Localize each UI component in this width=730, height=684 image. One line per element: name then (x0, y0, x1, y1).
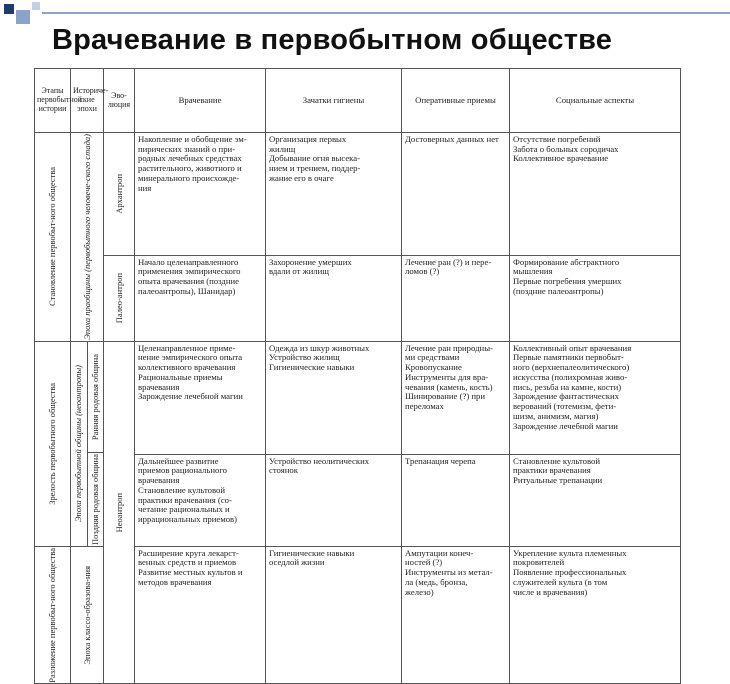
header-healing: Врачевание (135, 69, 266, 133)
cell-line: стоянок (269, 465, 298, 476)
era-late-clan-cell (87, 452, 103, 545)
cell-line: методов врачевания (138, 576, 212, 587)
cell-line: Инструменты из метал- (405, 567, 493, 578)
cell-line: Первые погребения умерших (513, 276, 622, 287)
cell-line: Захоронение умерших (269, 256, 352, 267)
cell-line: Развитие местных культов и (138, 567, 243, 578)
cell-line: служителей культа (в том (513, 576, 608, 587)
cell-line: оседлой жизни (269, 557, 325, 568)
cell-line: растительного, животного и (138, 163, 242, 174)
era-community: Эпоха первобытной общины (неоантропы) (73, 365, 84, 523)
cell-line: ного (верхнепалеолитического) (513, 362, 630, 373)
row1-social (510, 133, 681, 256)
row1-hygiene (266, 133, 402, 256)
cell-line: врачевания (138, 381, 180, 392)
header-operative: Оперативные приемы (402, 69, 510, 133)
era-class-formation: Эпоха классо-образова-ния (81, 565, 92, 665)
cell-line: Дальнейшее развитие (138, 455, 219, 466)
evo-paleoanthropes: Палео-антроп (113, 273, 124, 324)
cell-line: Появление профессиональных (513, 567, 627, 578)
cell-line: Коллективный опыт врачевания (513, 342, 632, 353)
cell-line: нием и трением, поддер- (269, 163, 361, 174)
cell-line: родных лечебных средствах (138, 153, 242, 164)
header-social: Социальные аспекты (510, 69, 681, 133)
row2-healing (135, 255, 266, 341)
row2-hygiene (266, 255, 402, 341)
era-community-cell (71, 342, 87, 546)
cell-line: Шинирование (?) при (405, 391, 486, 402)
cell-line: приемов рационального (138, 465, 228, 476)
cell-line: Первые памятники первобыт- (513, 352, 624, 363)
row2-social (510, 255, 681, 341)
cell-line: Трепанация черепа (405, 455, 476, 466)
header-evolution: Эво-люция (104, 69, 135, 133)
cell-line: покровителей (513, 557, 565, 568)
table-row (35, 133, 681, 256)
cell-line: Лечение ран природны- (405, 342, 493, 353)
cell-line: Зарождение лечебной магии (513, 420, 618, 431)
cell-line: верований (тотемизм, фети- (513, 401, 617, 412)
cell-line: Начало целенаправленного (138, 256, 239, 267)
cell-line: Коллективное врачевание (513, 153, 609, 164)
row3-operative (402, 341, 510, 454)
cell-line: искусства (полихромная живо- (513, 371, 628, 382)
cell-line: палеоантропы), Шанидар) (138, 285, 236, 296)
cell-line: Зарождение фантастических (513, 391, 619, 402)
table-header-row (35, 69, 681, 133)
table-row (35, 341, 681, 454)
cell-line: Ритуальные трепанации (513, 475, 603, 486)
evo-archanthropes-cell (104, 133, 135, 256)
cell-line: Становление культовой (513, 455, 601, 466)
cell-line: опыта врачевания (поздние (138, 276, 239, 287)
cell-line: четание рациональных и (138, 504, 230, 515)
header-eras: Историче-ские эпохи (71, 69, 104, 133)
cell-line: практики врачевания (со- (138, 494, 232, 505)
cell-line: Организация первых (269, 134, 347, 144)
row5-healing (135, 546, 266, 684)
era-late-clan: Поздняя родовая община (89, 453, 100, 545)
era-herd: Эпоха праобщины (первобытного человече-ского стада) (81, 134, 92, 340)
stage-maturity-cell (35, 341, 71, 546)
cell-line: Гигиенические навыки (269, 362, 355, 373)
cell-line: практики врачевания (513, 465, 591, 476)
era-community-group (71, 341, 104, 546)
cell-line: чевания (камень, кость) (405, 381, 493, 392)
cell-line: Достоверных данных нет (405, 134, 499, 144)
cell-line: иррациональных приемов) (138, 514, 238, 525)
cell-line: Лечение ран (?) и пере- (405, 256, 492, 267)
cell-line: Ампутации конеч- (405, 547, 474, 558)
row5-hygiene (266, 546, 402, 684)
cell-line: Рациональные приемы (138, 371, 223, 382)
cell-line: Зарождение лечебной магии (138, 391, 243, 402)
cell-line: Формирование абстрактного (513, 256, 620, 267)
cell-line: минерального происхожде- (138, 172, 240, 183)
header-hygiene: Зачатки гигиены (266, 69, 402, 133)
cell-line: Укрепление культа племенных (513, 547, 627, 558)
era-subtable (71, 342, 103, 546)
cell-line: переломах (405, 401, 444, 412)
cell-line: применения эмпирического (138, 266, 241, 277)
era-class-formation-cell (71, 546, 104, 684)
stage-maturity: Зрелость первобытного общества (47, 382, 58, 505)
history-table (34, 68, 681, 684)
row4-operative (402, 454, 510, 546)
cell-line: нение эмпирического опыта (138, 352, 243, 363)
row5-operative (402, 546, 510, 684)
cell-line: вдали от жилищ (269, 266, 329, 277)
cell-line: Гигиенические навыки (269, 547, 355, 558)
cell-line: железо) (405, 586, 434, 597)
era-early-clan: Ранняя родовая община (89, 353, 100, 440)
row4-healing (135, 454, 266, 546)
row1-operative (402, 133, 510, 256)
evo-neoanthropes: Неоантроп (113, 492, 124, 533)
cell-line: (поздние палеоантропы) (513, 285, 604, 296)
cell-line: числе и врачевания) (513, 586, 588, 597)
stage-decline: Разложение первобыт-ного общества (47, 547, 58, 683)
row4-hygiene (266, 454, 402, 546)
stage-formation: Становление первобыт-ного общества (47, 167, 58, 307)
cell-line: Кровопускание (405, 362, 462, 373)
cell-line: жание его в очаге (269, 172, 334, 183)
table-row (35, 255, 681, 341)
cell-line: Расширение круга лекарст- (138, 547, 239, 558)
evo-neoanthropes-cell (104, 341, 135, 684)
cell-line: коллективного врачевания (138, 362, 236, 373)
cell-line: ла (медь, бронза, (405, 576, 468, 587)
row5-social (510, 546, 681, 684)
stage-formation-cell (35, 133, 71, 342)
cell-line: пись, резьба на камне, кости) (513, 381, 622, 392)
cell-line: Инструменты для вра- (405, 371, 489, 382)
row3-hygiene (266, 341, 402, 454)
header-stages: Этапы первобытной истории (35, 69, 71, 133)
slide-title: Врачевание в первобытном обществе (52, 24, 613, 56)
cell-line: Устройство жилищ (269, 352, 340, 363)
cell-line: жилищ (269, 143, 296, 154)
cell-line: венных средств и приемов (138, 557, 237, 568)
row2-operative (402, 255, 510, 341)
cell-line: пирических знаний о при- (138, 143, 236, 154)
cell-line: Добывание огня высека- (269, 153, 361, 164)
cell-line: мышления (513, 266, 553, 277)
cell-line: ностей (?) (405, 557, 443, 568)
cell-line: Забота о больных сородичах (513, 143, 619, 154)
cell-line: Накопление и обобщение эм- (138, 134, 247, 144)
row1-healing (135, 133, 266, 256)
stage-decline-cell (35, 546, 71, 684)
cell-line: Одежда из шкур животных (269, 342, 370, 353)
era-herd-cell (71, 133, 104, 342)
evo-paleoanthropes-cell (104, 255, 135, 341)
cell-line: ния (138, 182, 152, 193)
cell-line: шизм, анимизм, магия) (513, 410, 599, 421)
cell-line: Становление культовой (138, 484, 226, 495)
cell-line: врачевания (138, 475, 180, 486)
row4-social (510, 454, 681, 546)
era-early-clan-cell (87, 342, 103, 453)
cell-line: Устройство неолитических (269, 455, 370, 466)
evo-archanthropes: Архантроп (113, 173, 124, 214)
cell-line: ломов (?) (405, 266, 440, 277)
cell-line: ми средствами (405, 352, 460, 363)
cell-line: Целенаправленное приме- (138, 342, 236, 353)
cell-line: Отсутствие погребений (513, 134, 601, 144)
row3-healing (135, 341, 266, 454)
row3-social (510, 341, 681, 454)
